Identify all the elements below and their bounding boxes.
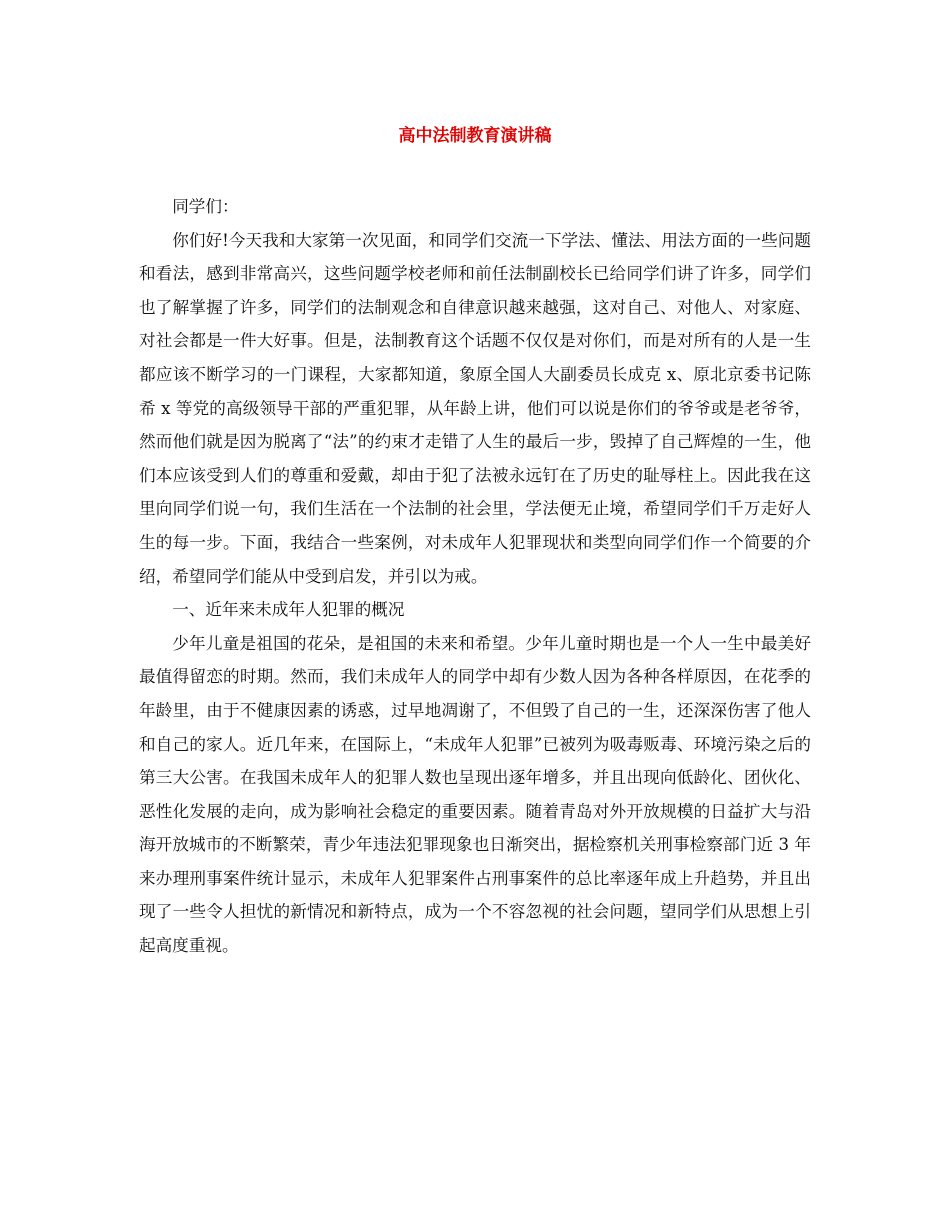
section-heading: 一、近年来未成年人犯罪的概况 [172,600,405,620]
document-title: 高中法制教育演讲稿 [398,126,552,146]
salutation-paragraph: 同学们： [172,197,239,216]
overview-paragraph: 少年儿童是祖国的花朵，是祖国的未来和希望。少年儿童时期也是一个人一生中最美好最值得留恋的时期。然而，我们未成年人的同学中却有少数人因为各种各样原因，在花季的年龄里，由于不健康因素的诱惑，过早地凋谢了，不但毁了自己的一生，还深深伤害了他人和自己的家人。近几年来，在国际上，“未成年人犯罪”已被列为吸毒贩毒、环境污染之后的第三大公害。在我国未成年人的犯罪人数也呈现出逐年增多，并且出现向低龄化、团伙化、恶性化发展的走向，成为影响社会稳定的重要因素。随着青岛对外开放规模的日益扩大与沿海开放城市的不断繁荣，青少年违法犯罪现象也日渐突出，据检察机关刑事检察部门近 3 年来办理刑事案件统计显示，未成年人犯罪案件占刑事案件的总比率逐年成上升趋势，并且出现了一些令人担忧的新情况和新特点，成为一个不容忽视的社会问题，望同学们从思想上引起高度重视。 [139,633,811,956]
document-body [139,190,811,963]
opening-paragraph: 你们好!今天我和大家第一次见面，和同学们交流一下学法、懂法、用法方面的一些问题和看法，感到非常高兴，这些问题学校老师和前任法制副校长已给同学们讲了许多，同学们也了解掌握了许多，同学们的法制观念和自律意识越来越强，这对自己、对他人、对家庭、对社会都是一件大好事。但是，法制教育这个话题不仅仅是对你们，而是对所有的人是一生都应该不断学习的一门课程，大家都知道，象原全国人大副委员长成克 x、原北京委书记陈希 x 等党的高级领导干部的严重犯罪，从年龄上讲，他们可以说是你们的爷爷或是老爷爷，然而他们就是因为脱离了“法”的约束才走错了人生的最后一步，毁掉了自己辉煌的一生，他们本应该受到人们的尊重和爱戴，却由于犯了法被永远钉在了历史的耻辱柱上。因此我在这里向同学们说一句，我们生活在一个法制的社会里，学法便无止境，希望同学们千万走好人生的每一步。下面，我结合一些案例，对未成年人犯罪现状和类型向同学们作一个简要的介绍，希望同学们能从中受到启发，并引以为戒。 [139,230,811,586]
